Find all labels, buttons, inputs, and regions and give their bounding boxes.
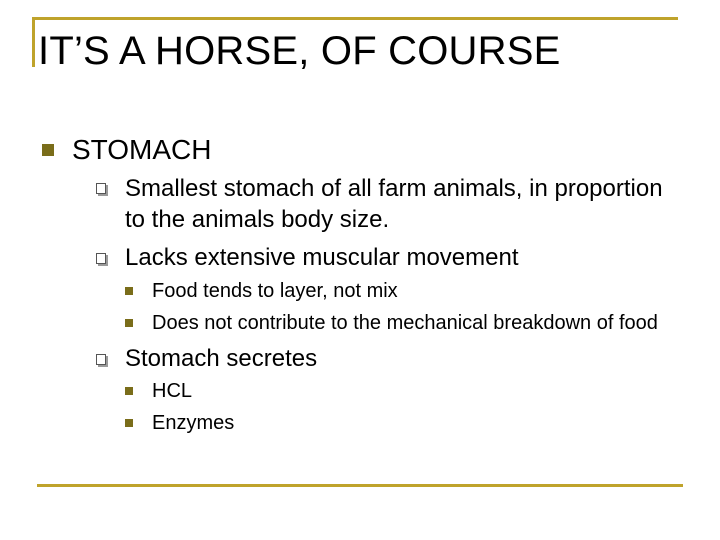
subpoint-enzymes: Enzymes xyxy=(152,412,235,434)
subpoint-hcl: HCL xyxy=(152,380,193,402)
bottom-rule xyxy=(37,484,683,487)
point-lacks-movement: Lacks extensive muscular movement xyxy=(125,244,519,271)
top-rule xyxy=(32,17,678,20)
square-bullet-icon xyxy=(125,387,133,395)
hollow-square-bullet-icon xyxy=(96,354,106,365)
slide-title: IT’S A HORSE, OF COURSE xyxy=(38,29,561,73)
subpoint-mechanical-breakdown: Does not contribute to the mechanical breakdown of food xyxy=(152,312,658,334)
left-rule xyxy=(32,17,35,67)
point-stomach-secretes: Stomach secretes xyxy=(125,345,318,372)
point-smallest-stomach-line-2: to the animals body size. xyxy=(125,206,390,233)
point-smallest-stomach-line-1: Smallest stomach of all farm animals, in proportion xyxy=(125,175,663,202)
stomach-heading: STOMACH xyxy=(72,134,212,165)
hollow-square-bullet-icon xyxy=(96,183,106,194)
square-bullet-icon xyxy=(125,419,133,427)
square-bullet-icon xyxy=(42,144,54,156)
square-bullet-icon xyxy=(125,287,133,295)
square-bullet-icon xyxy=(125,319,133,327)
hollow-square-bullet-icon xyxy=(96,253,106,264)
subpoint-food-layer: Food tends to layer, not mix xyxy=(152,280,398,302)
